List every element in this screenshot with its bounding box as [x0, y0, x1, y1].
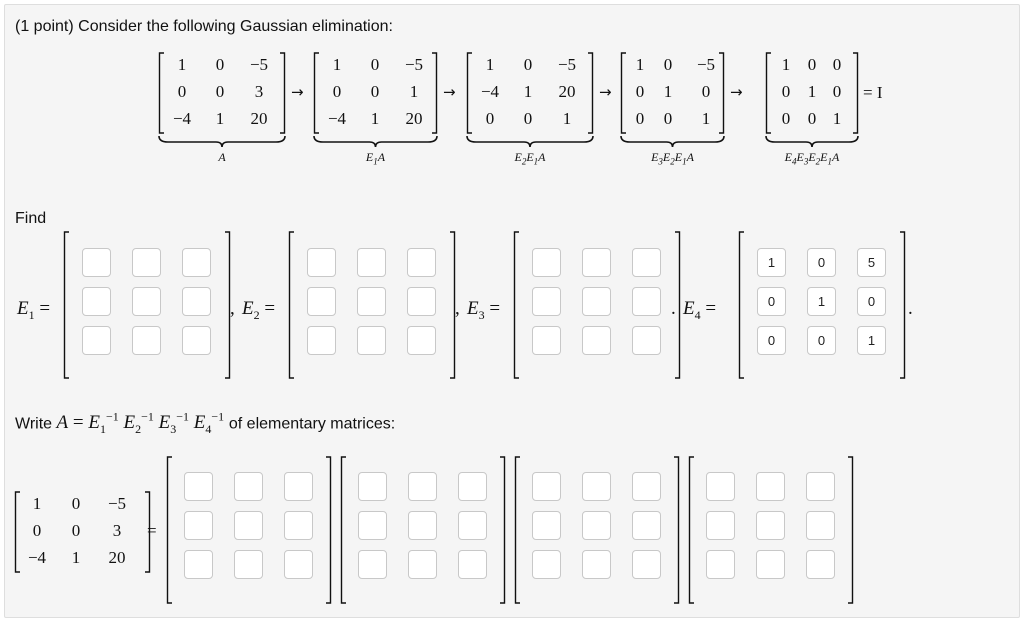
arrow-4: → — [730, 83, 743, 101]
product-E4-inverse-entry-input[interactable] — [806, 550, 835, 579]
find-E3-entry-input[interactable] — [582, 326, 611, 355]
find-E4-entry-input[interactable] — [807, 287, 836, 316]
find-label-E2: $E_2$ = — [242, 298, 276, 322]
write-suffix: of elementary matrices: — [228, 415, 396, 433]
elim-matrix-1-cell: 1 — [177, 55, 187, 74]
elim-matrix-5-cell: 0 — [807, 109, 817, 128]
lhs-matrix-cell: 20 — [108, 548, 126, 567]
product-E1-inverse-entry-input[interactable] — [284, 511, 313, 540]
write-prefix: Write — [15, 415, 53, 433]
separator-4: . — [908, 298, 913, 319]
find-E1-entry-input[interactable] — [182, 248, 211, 277]
find-E1-entry-input[interactable] — [132, 287, 161, 316]
elim-matrix-2-cell: 1 — [332, 55, 342, 74]
underbrace-3 — [466, 135, 594, 149]
find-E2-entry-input[interactable] — [357, 287, 386, 316]
elim-matrix-2-cell: 0 — [370, 82, 380, 101]
product-E3-inverse-entry-input[interactable] — [532, 472, 561, 501]
find-E2-entry-input[interactable] — [357, 326, 386, 355]
elim-matrix-2-cell: 1 — [409, 82, 419, 101]
product-E4-inverse-entry-input[interactable] — [706, 511, 735, 540]
underlabel-2: $E_1A$ — [365, 150, 386, 167]
product-E4-inverse-entry-input[interactable] — [756, 511, 785, 540]
find-label: Find — [15, 210, 47, 227]
write-label — [15, 410, 395, 437]
underbrace-5 — [765, 135, 859, 149]
equals-identity: = I — [863, 83, 883, 102]
elim-matrix-3-cell: −4 — [480, 82, 500, 101]
elim-matrix-3-cell: 0 — [523, 55, 533, 74]
underlabel-4: $E_3E_2E_1A$ — [651, 150, 694, 167]
elim-matrix-1-cell: −4 — [172, 109, 192, 128]
find-E4-entry-input[interactable] — [757, 287, 786, 316]
product-E2-inverse-entry-input[interactable] — [408, 550, 437, 579]
find-E1-entry-input[interactable] — [132, 248, 161, 277]
product-E1-inverse-entry-input[interactable] — [234, 511, 263, 540]
find-E4-entry-input[interactable] — [857, 326, 886, 355]
find-label-E1: $E_1$ = — [17, 298, 51, 322]
elim-matrix-4-cell: 1 — [635, 55, 645, 74]
product-E1-inverse-entry-input[interactable] — [234, 472, 263, 501]
find-E3-entry-input[interactable] — [582, 287, 611, 316]
product-E1-inverse-entry-input[interactable] — [184, 511, 213, 540]
product-E1-inverse-entry-input[interactable] — [234, 550, 263, 579]
elim-matrix-3-cell: 1 — [562, 109, 572, 128]
arrow-2: → — [443, 83, 456, 101]
product-E4-inverse-entry-input[interactable] — [756, 550, 785, 579]
find-E3-entry-input[interactable] — [582, 248, 611, 277]
find-E2-entry-input[interactable] — [357, 248, 386, 277]
elim-matrix-4-cell: 0 — [663, 109, 673, 128]
product-E4-inverse-entry-input[interactable] — [756, 472, 785, 501]
product-E1-inverse-entry-input[interactable] — [284, 472, 313, 501]
find-E2-entry-input[interactable] — [407, 287, 436, 316]
elim-matrix-5-cell: 1 — [781, 55, 791, 74]
separator-1: , — [230, 298, 235, 319]
elim-matrix-3-cell: 20 — [558, 82, 576, 101]
elim-matrix-2-cell: 0 — [370, 55, 380, 74]
find-E3-entry-input[interactable] — [532, 248, 561, 277]
separator-3: . — [671, 298, 676, 319]
elim-matrix-1-cell: 0 — [177, 82, 187, 101]
elim-matrix-2-cell: −5 — [404, 55, 424, 74]
product-E2-inverse-entry-input[interactable] — [408, 472, 437, 501]
arrow-1: → — [291, 83, 304, 101]
elim-matrix-3-cell: 1 — [485, 55, 495, 74]
find-E3-entry-input[interactable] — [532, 326, 561, 355]
elim-matrix-4-cell: 0 — [663, 55, 673, 74]
product-E2-inverse-entry-input[interactable] — [358, 511, 387, 540]
product-E2-inverse-entry-input[interactable] — [408, 511, 437, 540]
find-E1-entry-input[interactable] — [132, 326, 161, 355]
underlabel-5: $E_4E_3E_2E_1A$ — [784, 150, 840, 167]
elim-matrix-5-cell: 0 — [807, 55, 817, 74]
arrow-3: → — [599, 83, 612, 101]
elim-matrix-3-cell: −5 — [557, 55, 577, 74]
lhs-matrix-cell: 0 — [71, 494, 81, 513]
find-E4-entry-input[interactable] — [757, 326, 786, 355]
elim-matrix-4-cell: 1 — [663, 82, 673, 101]
product-E3-inverse-entry-input[interactable] — [582, 472, 611, 501]
lhs-matrix-cell: 0 — [71, 521, 81, 540]
elim-matrix-4-cell: 0 — [701, 82, 711, 101]
lhs-matrix-cell: 3 — [112, 521, 122, 540]
product-E2-inverse-entry-input[interactable] — [458, 550, 487, 579]
elim-matrix-3-cell: 0 — [523, 109, 533, 128]
elim-matrix-4-cell: 0 — [635, 82, 645, 101]
find-E4-entry-input[interactable] — [807, 326, 836, 355]
product-E3-inverse-entry-input[interactable] — [632, 472, 661, 501]
underlabel-1: A — [218, 150, 226, 164]
product-E1-inverse-entry-input[interactable] — [184, 472, 213, 501]
find-label-E4: $E_4$ = — [683, 298, 717, 322]
product-E4-inverse-entry-input[interactable] — [806, 472, 835, 501]
product-E3-inverse-entry-input[interactable] — [632, 511, 661, 540]
elim-matrix-2-cell: 0 — [332, 82, 342, 101]
find-E3-entry-input[interactable] — [632, 326, 661, 355]
product-E4-inverse-entry-input[interactable] — [706, 472, 735, 501]
write-product-formula: $A = E_1^{-1}$ $E_2^{-1}$ $E_3^{-1}$ $E_4^{-1}$ — [56, 410, 225, 437]
find-E2-entry-input[interactable] — [307, 248, 336, 277]
find-E3-entry-input[interactable] — [632, 287, 661, 316]
find-E1-entry-input[interactable] — [82, 326, 111, 355]
product-E2-inverse-entry-input[interactable] — [458, 511, 487, 540]
elim-matrix-1-cell: 20 — [250, 109, 268, 128]
find-E4-entry-input[interactable] — [757, 248, 786, 277]
product-E3-inverse-entry-input[interactable] — [632, 550, 661, 579]
elim-matrix-3-cell: 0 — [485, 109, 495, 128]
product-E4-inverse-entry-input[interactable] — [806, 511, 835, 540]
find-E4-entry-input[interactable] — [857, 248, 886, 277]
find-E2-entry-input[interactable] — [307, 326, 336, 355]
find-E1-entry-input[interactable] — [182, 287, 211, 316]
find-E2-entry-input[interactable] — [307, 287, 336, 316]
underbrace-4 — [620, 135, 725, 149]
find-E3-entry-input[interactable] — [532, 287, 561, 316]
elim-matrix-1-cell: 0 — [215, 82, 225, 101]
product-E3-inverse-entry-input[interactable] — [582, 550, 611, 579]
find-E2-entry-input[interactable] — [407, 326, 436, 355]
find-E4-entry-input[interactable] — [807, 248, 836, 277]
elim-matrix-5-cell: 0 — [832, 55, 842, 74]
elim-matrix-4-cell: 1 — [701, 109, 711, 128]
elim-matrix-2-cell: 20 — [405, 109, 423, 128]
lhs-matrix-cell: 1 — [71, 548, 81, 567]
problem-header: (1 point) Consider the following Gaussian elimination: — [15, 18, 393, 35]
lhs-matrix-cell: −5 — [107, 494, 127, 513]
product-equals: = — [147, 521, 157, 540]
lhs-matrix-cell: 0 — [32, 521, 42, 540]
product-E2-inverse-entry-input[interactable] — [358, 472, 387, 501]
find-E1-entry-input[interactable] — [82, 248, 111, 277]
find-E3-entry-input[interactable] — [632, 248, 661, 277]
find-E4-entry-input[interactable] — [857, 287, 886, 316]
elim-matrix-4-cell: −5 — [696, 55, 716, 74]
product-E2-inverse-entry-input[interactable] — [358, 550, 387, 579]
separator-2: , — [455, 298, 460, 319]
product-E1-inverse-entry-input[interactable] — [184, 550, 213, 579]
find-E1-entry-input[interactable] — [82, 287, 111, 316]
elim-matrix-1-cell: 3 — [254, 82, 264, 101]
find-label-E3: $E_3$ = — [467, 298, 501, 322]
elim-matrix-3-cell: 1 — [523, 82, 533, 101]
find-E2-entry-input[interactable] — [407, 248, 436, 277]
elim-matrix-4-cell: 0 — [635, 109, 645, 128]
elim-matrix-5-cell: 1 — [807, 82, 817, 101]
elim-matrix-5-cell: 0 — [832, 82, 842, 101]
product-E3-inverse-entry-input[interactable] — [582, 511, 611, 540]
elim-matrix-5-cell: 0 — [781, 82, 791, 101]
find-E1-entry-input[interactable] — [182, 326, 211, 355]
elim-matrix-2-cell: 1 — [370, 109, 380, 128]
product-E1-inverse-entry-input[interactable] — [284, 550, 313, 579]
product-E3-inverse-entry-input[interactable] — [532, 511, 561, 540]
lhs-matrix-cell: −4 — [27, 548, 47, 567]
product-E3-inverse-entry-input[interactable] — [532, 550, 561, 579]
underbrace-1 — [158, 135, 286, 149]
product-E2-inverse-entry-input[interactable] — [458, 472, 487, 501]
lhs-matrix-cell: 1 — [32, 494, 42, 513]
elim-matrix-5-cell: 1 — [832, 109, 842, 128]
underbrace-2 — [313, 135, 438, 149]
elim-matrix-2-cell: −4 — [327, 109, 347, 128]
elim-matrix-1-cell: 1 — [215, 109, 225, 128]
elim-matrix-1-cell: 0 — [215, 55, 225, 74]
elim-matrix-5-cell: 0 — [781, 109, 791, 128]
underlabel-3: $E_2E_1A$ — [514, 150, 546, 167]
elim-matrix-1-cell: −5 — [249, 55, 269, 74]
product-E4-inverse-entry-input[interactable] — [706, 550, 735, 579]
